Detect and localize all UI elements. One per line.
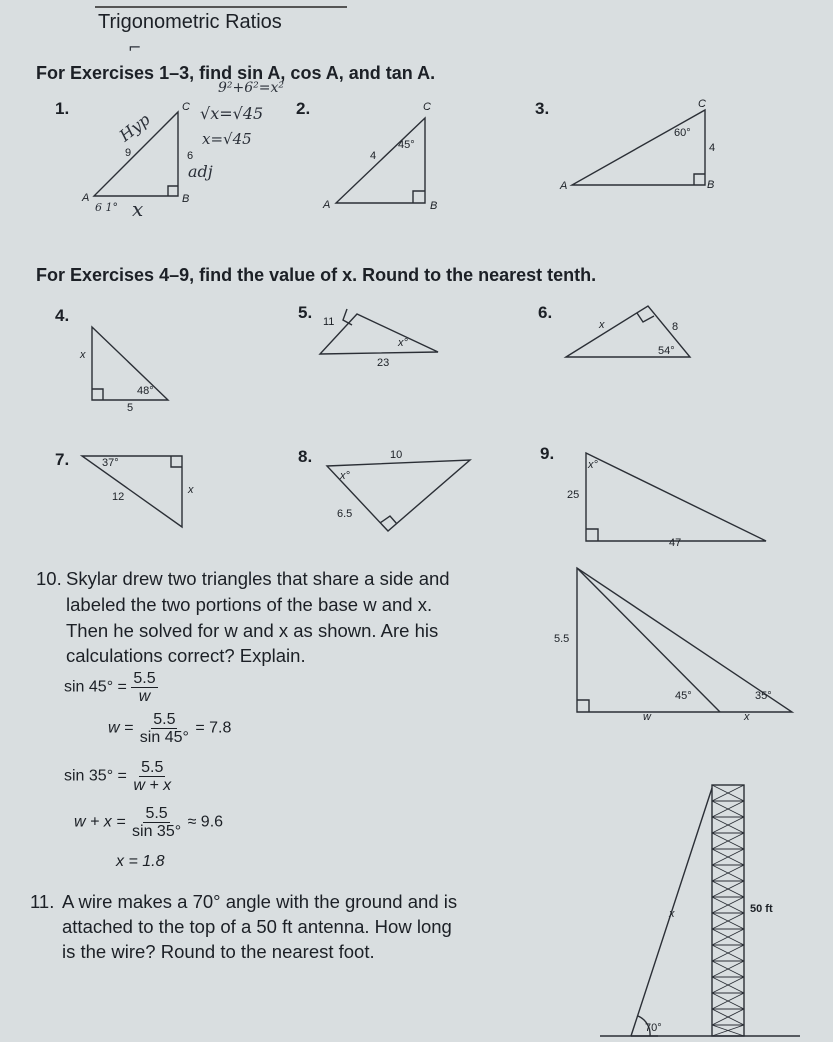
ex11-antenna-lattice	[712, 785, 744, 1036]
ex5-number: 5.	[298, 303, 313, 322]
ex11-line1: A wire makes a 70° angle with the ground and is	[62, 891, 458, 912]
ex3-vertex-a: A	[560, 180, 568, 192]
ex6-number: 6.	[538, 303, 553, 322]
ex11-line3: is the wire? Round to the nearest foot.	[62, 941, 375, 962]
ex8-x: x°	[340, 470, 350, 482]
ex6-right-angle	[637, 313, 654, 322]
eq-w-num: 5.5	[153, 711, 176, 728]
ex9-side1: 25	[567, 489, 580, 501]
eq-sin35: sin 35° = $\frac{5.5}{w + x}$	[64, 759, 172, 794]
ex4-right-angle	[92, 389, 103, 400]
ex6-angle: 54°	[658, 345, 675, 357]
hand-mark: ⌐	[128, 38, 142, 57]
ex6-side: 8	[672, 321, 679, 333]
ex11-fig-x: x	[669, 908, 675, 920]
ex7-angle: 37°	[102, 457, 119, 469]
ex10-fig-angle1: 45°	[675, 690, 692, 702]
ex7-side: 12	[112, 491, 125, 503]
ex5-side1: 11	[323, 316, 335, 328]
ex8-side1: 10	[390, 449, 403, 461]
ex4-number: 4.	[55, 306, 70, 325]
ex7-triangle	[82, 456, 182, 527]
ex10-line4: calculations correct? Explain.	[66, 645, 306, 666]
page-title: Trigonometric Ratios	[98, 11, 282, 33]
hand-eq1: 9²+6²=x²	[218, 80, 285, 96]
ex3-triangle	[572, 110, 705, 185]
ex6-x: x	[599, 319, 605, 331]
ex3-number: 3.	[535, 99, 550, 118]
eq-sin35-num: 5.5	[141, 759, 164, 776]
ex9-x: x°	[588, 459, 598, 471]
ex2-side-ac: 4	[370, 150, 377, 162]
ex5-side2: 23	[377, 357, 390, 369]
eq-w-den: sin 45°	[139, 729, 189, 746]
ex11-fig-angle: 70°	[645, 1022, 662, 1034]
eq-sin45: sin 45° = $\frac{5.5}{w}$	[64, 670, 156, 705]
ex3-side-bc: 4	[709, 142, 716, 154]
ex2-right-angle	[413, 191, 425, 203]
section2-instruction: For Exercises 4–9, find the value of x. Round to the nearest tenth.	[36, 265, 597, 285]
eq-wx-num: 5.5	[145, 805, 168, 822]
hand-hyp: Hyp	[115, 109, 154, 146]
eq-sin45-den: w	[138, 688, 151, 705]
ex4-side: 5	[127, 402, 134, 414]
hand-eq2: √x=√45	[200, 104, 264, 123]
ex11-fig-height: 50 ft	[750, 903, 773, 915]
ex9-right-angle	[586, 529, 598, 541]
ex10-fig-x: x	[744, 711, 750, 723]
hand-angle-note: 6 1°	[95, 201, 118, 214]
ex10-fig-angle2: 35°	[755, 690, 772, 702]
eq-wx-den: sin 35°	[132, 823, 182, 840]
ex8-side2: 6.5	[337, 508, 353, 520]
ex5-right-angle	[343, 309, 352, 325]
ex3-vertex-b: B	[707, 179, 715, 191]
ex7-right-angle	[171, 456, 182, 467]
ex3-vertex-c: C	[698, 98, 706, 110]
ex3-right-angle	[694, 174, 705, 185]
ex5-x: x°	[398, 337, 408, 349]
ex1-vertex-a: A	[82, 192, 90, 204]
ex10-shared-side	[577, 568, 720, 712]
ex9-side2: 47	[669, 537, 682, 549]
ex10-right-angle	[577, 700, 589, 712]
ex5-triangle	[320, 314, 438, 354]
ex7-x: x	[188, 484, 194, 496]
eq-wx: w + x = $\frac{5.5}{\sin 35^\circ}$ ≈ 9.6	[74, 805, 224, 840]
ex2-vertex-a: A	[323, 199, 331, 211]
ex10-line1: Skylar drew two triangles that share a side and	[66, 568, 450, 589]
ex2-number: 2.	[296, 99, 311, 118]
eq-x-result: x = 1.8	[116, 853, 165, 870]
ex1-number: 1.	[55, 99, 70, 118]
ex1-side-bc: 6	[187, 150, 194, 162]
ex9-number: 9.	[540, 444, 555, 463]
ex10-fig-w: w	[643, 711, 651, 723]
ex1-vertex-b: B	[182, 193, 190, 205]
hand-eq3: x=√45	[202, 130, 252, 148]
ex4-angle: 48°	[137, 385, 154, 397]
ex3-angle: 60°	[674, 127, 691, 139]
ex11-line2: attached to the top of a 50 ft antenna. How long	[62, 916, 452, 937]
ex2-vertex-b: B	[430, 200, 438, 212]
ex10-fig-side: 5.5	[554, 633, 570, 645]
hand-x: x	[132, 197, 144, 221]
ex9-triangle	[586, 453, 766, 541]
ex2-angle: 45°	[398, 139, 415, 151]
ex1-side-ac: 9	[125, 147, 132, 159]
ex4-x: x	[80, 349, 86, 361]
eq-sin45-num: 5.5	[133, 670, 156, 687]
eq-w: w = $\frac{5.5}{\sin 45^\circ}$ = 7.8	[108, 711, 232, 746]
ex11-number: 11.	[30, 891, 55, 912]
ex10-line2: labeled the two portions of the base w and x.	[66, 594, 433, 615]
ex8-right-angle	[380, 516, 397, 524]
ex1-vertex-c: C	[182, 101, 190, 113]
ex7-number: 7.	[55, 450, 70, 469]
ex8-number: 8.	[298, 447, 313, 466]
section1-instruction: For Exercises 1–3, find sin A, cos A, and tan A.	[36, 63, 436, 83]
ex1-right-angle	[168, 186, 178, 196]
ex2-vertex-c: C	[423, 101, 431, 113]
hand-adj: adj	[188, 162, 213, 181]
ex2-triangle	[336, 118, 425, 203]
ex10-number: 10.	[36, 568, 62, 589]
eq-sin35-den: w + x	[133, 777, 172, 794]
ex10-line3: Then he solved for w and x as shown. Are his	[66, 620, 439, 641]
